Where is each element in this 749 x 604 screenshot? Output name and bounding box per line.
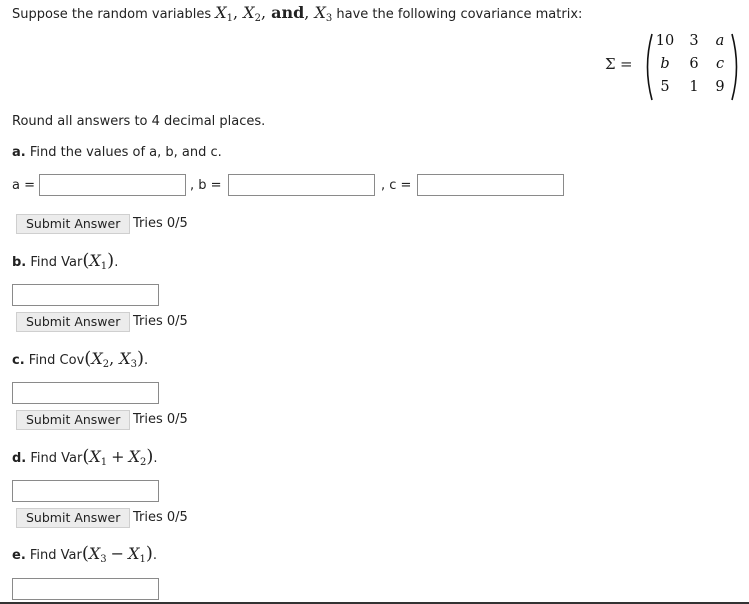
part-d-close-paren: ) <box>146 446 154 467</box>
part-c-question <box>12 348 148 370</box>
var-x1-sub: 1 <box>226 13 233 24</box>
part-a-question <box>12 145 222 160</box>
part-e-var2-letter: X <box>128 544 140 563</box>
part-c-var2-letter: X <box>119 349 131 368</box>
part-b-pre: Find Var <box>26 255 83 270</box>
submit-answer-d-button[interactable]: Submit Answer <box>16 508 130 528</box>
part-d-question <box>12 446 158 468</box>
cell-r2c1: b <box>660 56 670 72</box>
cell-r3c1: 5 <box>660 79 670 95</box>
part-c-var1-sub: 2 <box>102 359 110 370</box>
round-note: Round all answers to 4 decimal places. <box>12 114 266 129</box>
part-b-period: . <box>114 255 119 270</box>
tries-b: Tries 0/5 <box>133 314 188 329</box>
part-d-var2 <box>129 447 147 466</box>
part-a-label: a. <box>12 145 26 160</box>
part-d-var1-letter: X <box>89 447 101 466</box>
var-x3-sub: 3 <box>325 13 333 24</box>
cell-r2c2: 6 <box>689 56 699 72</box>
part-d-var1 <box>89 447 107 466</box>
part-e-operator: − <box>110 544 125 563</box>
intro-prefix: Suppose the random variables <box>12 7 216 22</box>
part-e-close-paren: ) <box>145 543 153 564</box>
part-b-label: b. <box>12 255 27 270</box>
part-c-period: . <box>144 353 149 368</box>
part-d-label: d. <box>12 451 27 466</box>
submit-answer-c-button[interactable]: Submit Answer <box>16 410 130 430</box>
answer-d-var-input[interactable] <box>12 480 159 502</box>
part-b-open-paren: ( <box>82 250 90 271</box>
part-c-var1 <box>91 349 109 368</box>
part-e-open-paren: ( <box>81 543 89 564</box>
part-b-var <box>89 251 107 270</box>
cell-r1c2: 3 <box>689 33 699 49</box>
tries-a: Tries 0/5 <box>133 216 188 231</box>
and-word: and <box>271 3 305 22</box>
cell-r2c3: c <box>715 56 725 72</box>
var-x2-letter: X <box>243 3 255 22</box>
part-c-var1-letter: X <box>91 349 103 368</box>
cell-r3c3: 9 <box>715 79 725 95</box>
submit-answer-a-button[interactable]: Submit Answer <box>16 214 130 234</box>
field-b-label: , b = <box>190 178 222 193</box>
part-e-pre: Find Var <box>25 548 82 563</box>
var-x2 <box>243 3 261 22</box>
answer-b-var-input[interactable] <box>12 284 159 306</box>
covariance-matrix <box>602 33 742 101</box>
part-c-var2 <box>119 349 137 368</box>
part-d-var2-letter: X <box>128 447 140 466</box>
part-d-pre: Find Var <box>26 451 83 466</box>
part-b-var-sub: 1 <box>100 261 108 272</box>
intro-text <box>12 3 582 24</box>
part-e-var1-letter: X <box>88 544 101 563</box>
part-e-label: e. <box>12 548 26 563</box>
equals-sign: = <box>620 55 633 73</box>
answer-c-input[interactable] <box>417 174 564 196</box>
part-c-var2-sub: 3 <box>130 359 138 370</box>
part-b-close-paren: ) <box>107 250 115 271</box>
part-d-var2-sub: 2 <box>139 457 147 468</box>
part-e-question <box>12 543 157 565</box>
tries-c: Tries 0/5 <box>133 412 188 427</box>
part-a-text: Find the values of a, b, and c. <box>25 145 222 160</box>
comma-space: , <box>304 3 315 22</box>
answer-c-cov-input[interactable] <box>12 382 159 404</box>
part-b-question <box>12 250 118 272</box>
part-c-pre: Find Cov <box>24 353 85 368</box>
part-c-comma: , <box>109 349 120 368</box>
part-d-var1-sub: 1 <box>100 457 108 468</box>
cell-r1c1: 10 <box>655 33 675 49</box>
part-d-open-paren: ( <box>82 446 90 467</box>
sigma-symbol: Σ <box>605 55 616 73</box>
sep-1: , <box>233 3 244 22</box>
cell-r3c2: 1 <box>689 79 699 95</box>
part-e-var2 <box>128 544 146 563</box>
part-d-period: . <box>153 451 158 466</box>
part-e-var2-sub: 1 <box>139 554 146 565</box>
intro-suffix: have the following covariance matrix: <box>332 7 583 22</box>
part-e-var1 <box>89 544 107 563</box>
part-e-var1-sub: 3 <box>100 554 107 565</box>
answer-e-var-input[interactable] <box>12 578 159 600</box>
sep-2: , <box>260 3 272 22</box>
var-x2-sub: 2 <box>254 13 261 24</box>
part-d-operator: + <box>111 447 125 466</box>
tries-d: Tries 0/5 <box>133 510 188 525</box>
field-a-label: a = <box>12 178 35 193</box>
part-b-var-letter: X <box>89 251 101 270</box>
part-c-label: c. <box>12 353 25 368</box>
var-x3-letter: X <box>314 3 326 22</box>
part-c-close-paren: ) <box>137 348 145 369</box>
var-x3 <box>314 3 332 22</box>
field-c-label: , c = <box>381 178 412 193</box>
var-x1 <box>215 3 233 22</box>
answer-a-input[interactable] <box>39 174 186 196</box>
part-e-period: . <box>152 548 158 563</box>
submit-answer-b-button[interactable]: Submit Answer <box>16 312 130 332</box>
answer-b-input[interactable] <box>228 174 375 196</box>
cell-r1c3: a <box>715 33 725 49</box>
var-x1-letter: X <box>215 3 227 22</box>
part-c-open-paren: ( <box>84 348 92 369</box>
